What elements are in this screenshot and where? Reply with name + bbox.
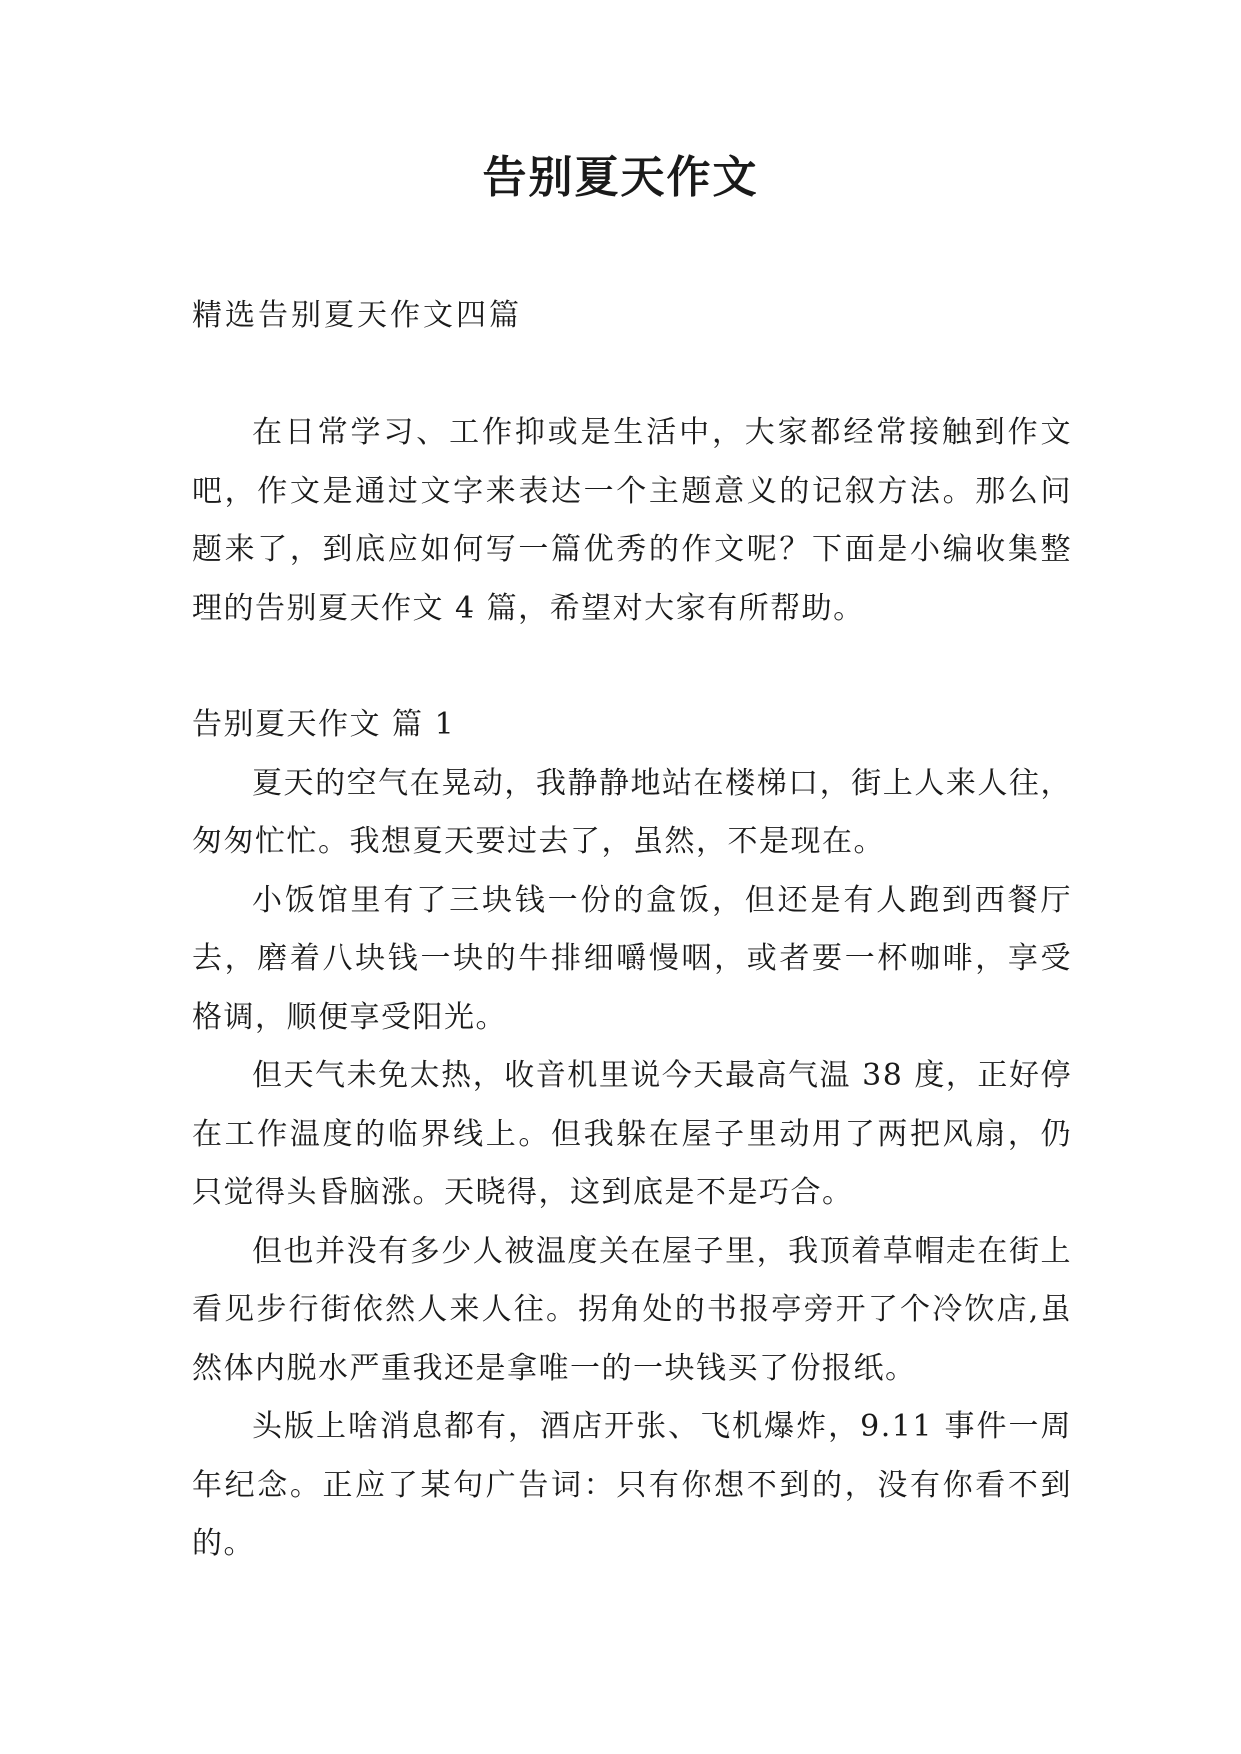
body-paragraph: 小饭馆里有了三块钱一份的盒饭，但还是有人跑到西餐厅去，磨着八块钱一块的牛排细嚼慢咽，或者要一杯咖啡，享受格调，顺便享受阳光。: [192, 882, 1072, 1035]
document-body: [192, 404, 1072, 1574]
document-subtitle: 精选告别夏天作文四篇: [192, 298, 522, 333]
body-paragraph: 但也并没有多少人被温度关在屋子里，我顶着草帽走在街上看见步行街依然人来人往。拐角处的书报亭旁开了个冷饮店,虽然体内脱水严重我还是拿唯一的一块钱买了份报纸。: [192, 1233, 1072, 1386]
section-title: 告别夏天作文 篇 1: [192, 707, 456, 742]
document-title: 告别夏天作文: [482, 152, 759, 203]
body-paragraph: 头版上啥消息都有，酒店开张、飞机爆炸，9.11 事件一周年纪念。正应了某句广告词：只有你想不到的，没有你看不到的。: [192, 1409, 1072, 1561]
body-paragraph: 夏天的空气在晃动，我静静地站在楼梯口，街上人来人往，匆匆忙忙。我想夏天要过去了，虽然，不是现在。: [192, 765, 1072, 859]
intro-paragraph: 在日常学习、工作抑或是生活中，大家都经常接触到作文吧，作文是通过文字来表达一个主题意义的记叙方法。那么问题来了，到底应如何写一篇优秀的作文呢？下面是小编收集整理的告别夏天作文 4 篇，希望对大家有所帮助。: [192, 415, 1072, 626]
body-paragraph: 但天气未免太热，收音机里说今天最高气温 38 度，正好停在工作温度的临界线上。但我躲在屋子里动用了两把风扇，仍只觉得头昏脑涨。天晓得，这到底是不是巧合。: [192, 1058, 1072, 1210]
